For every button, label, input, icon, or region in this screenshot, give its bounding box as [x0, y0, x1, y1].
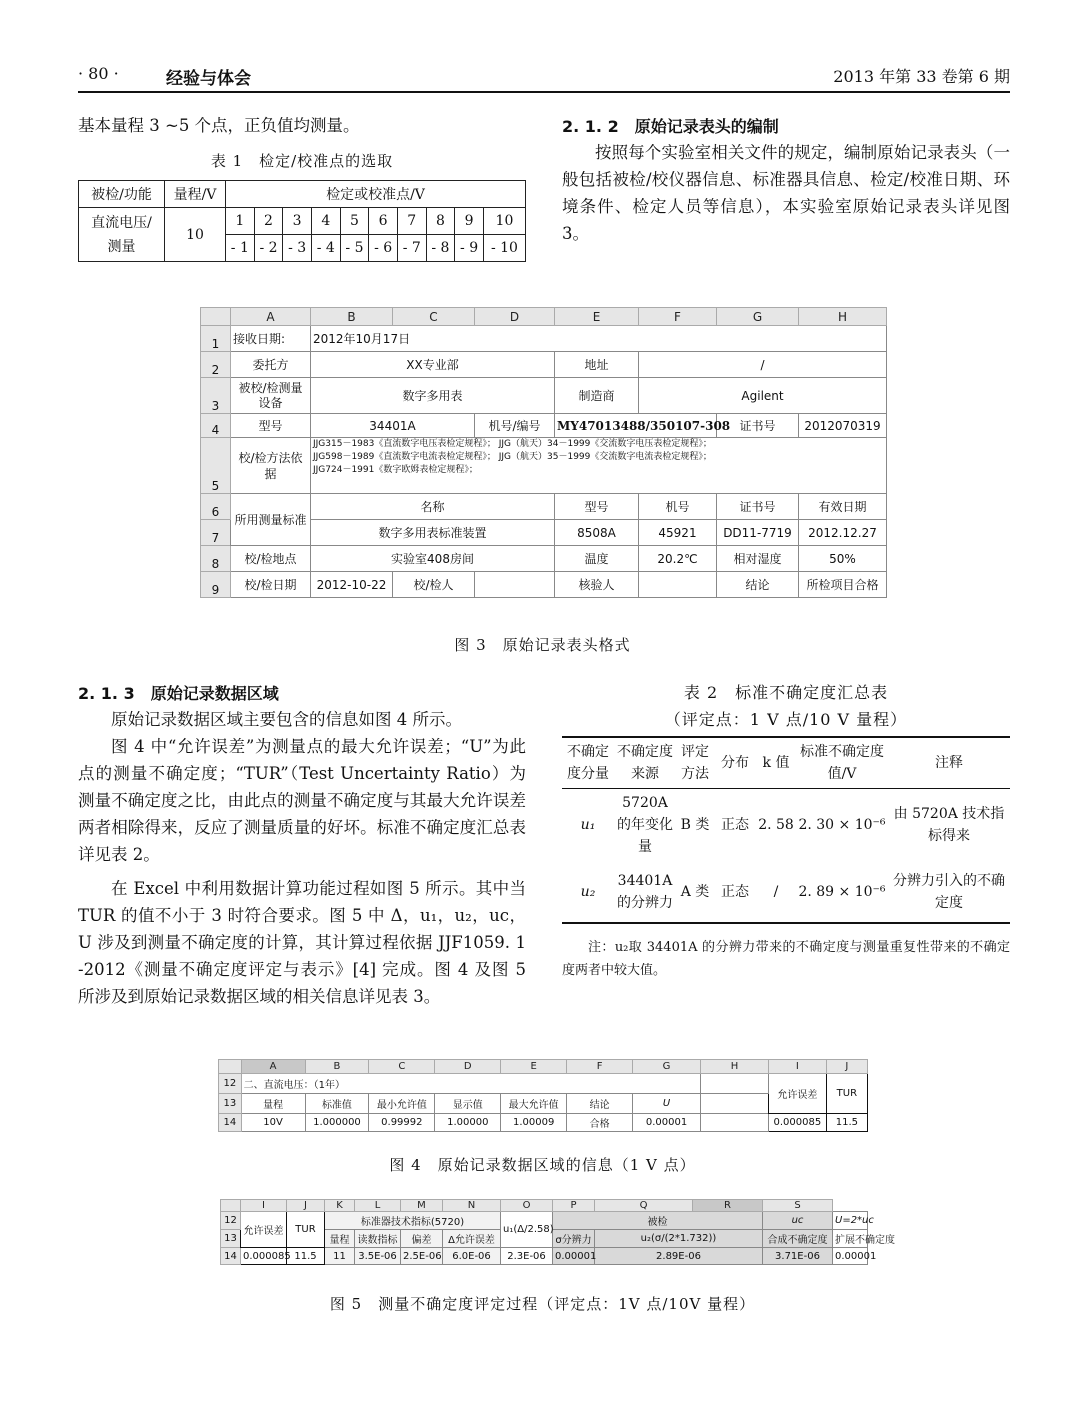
table2-cell: 正态: [721, 817, 749, 833]
column-header: I: [769, 1060, 827, 1074]
cell-value: 0.00001: [833, 1248, 868, 1265]
column-header: E: [501, 1060, 567, 1074]
table2-cell: 正态: [714, 861, 756, 923]
table1-header: 量程/V: [165, 181, 226, 208]
basis-line: JJG315－1983《直流数字电压表检定规程》； JJG（航天）34－1999《交流数字电压表检定规程》；: [313, 439, 712, 449]
cell-label: 允许误差: [241, 1212, 287, 1248]
column-header: S: [763, 1200, 833, 1212]
section-2-1-3-title: 2. 1. 3 原始记录数据区域: [78, 684, 279, 703]
cell-label: 偏差: [401, 1230, 443, 1248]
row-header: 14: [221, 1248, 241, 1265]
row-header: 13: [221, 1230, 241, 1248]
column-header: H: [701, 1060, 769, 1074]
column-header: B: [311, 308, 393, 326]
column-header: G: [717, 308, 799, 326]
table1-cell: - 2: [254, 235, 283, 262]
row-header: 1: [201, 326, 231, 352]
figure3-spreadsheet: [200, 307, 887, 598]
table2-cell: B 类: [680, 817, 710, 833]
figure5-spreadsheet: [220, 1199, 895, 1265]
page-number: · 80 ·: [78, 64, 119, 83]
table2-header: 不确定度分量: [562, 737, 614, 789]
cell-value: 8508A: [555, 520, 639, 546]
row-header: 5: [201, 438, 231, 494]
section-2-1-3-p3: 在 Excel 中利用数据计算功能过程如图 5 所示。其中当 TUR 的值不小于 3 时符合要求。图 5 中 Δ，u₁，u₂，uc，U 涉及到测量不确定度的计算，其计算过程依据 JJF1059. 1 -2012《测量不确定度评定与表示》[4] 完成。图 4 及图 5 所涉及到原始记录数据区域的相关信息详见表 3。: [78, 879, 526, 1006]
table2-header: k 值: [756, 737, 796, 789]
table1-cell: 9: [455, 208, 484, 235]
cell-value: 3.5E-06: [355, 1248, 401, 1265]
table2-header: 注释: [888, 737, 1010, 789]
column-header: C: [369, 1060, 435, 1074]
table2-caption: 表 2 标准不确定度汇总表: [683, 683, 889, 702]
cell-label: 温度: [555, 546, 639, 572]
section-2-1-2-body: 按照每个实验室相关文件的规定，编制原始记录表头（一般包括被检/校仪器信息、标准器具信息、检定/校准日期、环境条件、检定人员等信息），本实验室原始记录表头详见图 3。: [562, 143, 1010, 243]
cell-value: 0.00001: [633, 1114, 701, 1132]
column-header: M: [401, 1200, 443, 1212]
cell-value: 2012.12.27: [799, 520, 887, 546]
section-2-1-2-title: 2. 1. 2 原始记录表头的编制: [562, 117, 779, 136]
cell-value: 45921: [639, 520, 717, 546]
table1-cell: - 3: [283, 235, 312, 262]
row-header: 9: [201, 572, 231, 598]
cell-value: 50%: [799, 546, 887, 572]
journal-section: 经验与体会: [166, 69, 251, 89]
row-header: 7: [201, 520, 231, 546]
corner-cell: [221, 1200, 241, 1212]
cell-value: 1.00009: [501, 1114, 567, 1132]
cell-label: u₁(Δ/2.58): [501, 1212, 553, 1248]
figure3-caption: 图 3 原始记录表头格式: [454, 636, 631, 654]
cell-label: 名称: [311, 494, 555, 520]
cell-label: TUR: [826, 1074, 867, 1114]
table1-cell: 6: [369, 208, 398, 235]
section-2-1-3-p2: 图 4 中“允许误差”为测量点的最大允许误差；“U”为此点的测量不确定度；“TUR”（Test Uncertainty Ratio）为测量不确定度之比，由此点的测量不确定度与其最大允许误差两者相除得来，反应了测量质量的好坏。标准不确定度汇总表详见表 2。: [78, 737, 526, 864]
row-header: 13: [219, 1094, 242, 1114]
column-header: R: [693, 1200, 763, 1212]
cell-value: 0.000085: [769, 1114, 827, 1132]
column-header: E: [555, 308, 639, 326]
cell-value: 10V: [241, 1114, 305, 1132]
table1-cell: 5: [340, 208, 369, 235]
table2-cell: u₂: [562, 861, 614, 923]
cell-value: 0.000085: [241, 1248, 287, 1265]
cell-empty: [701, 1094, 769, 1114]
row-header: 3: [201, 378, 231, 414]
cell-title: 二、直流电压：（1年）: [241, 1074, 435, 1094]
cell-value: MY47013488/350107-308: [555, 414, 717, 438]
cell-value: 0.00001: [553, 1248, 595, 1265]
corner-cell: [219, 1060, 242, 1074]
cell-value: 3.71E-06: [763, 1248, 833, 1265]
row-header: 12: [221, 1212, 241, 1230]
cell-label: 允许误差: [769, 1074, 827, 1114]
row-header: 4: [201, 414, 231, 438]
column-header: A: [241, 1060, 305, 1074]
table2-cell: 34401A 的分辨力: [614, 861, 676, 923]
figure4-caption: 图 4 原始记录数据区域的信息（1 V 点）: [389, 1156, 696, 1174]
table2-cell: 分辨力引入的不确定度: [888, 861, 1010, 923]
cell-value: DD11-7719: [717, 520, 799, 546]
cell-empty: [435, 1074, 701, 1094]
table1-cell: 7: [397, 208, 426, 235]
cell-value: 2012年10月17日: [311, 326, 887, 352]
column-header: Q: [595, 1200, 693, 1212]
table2-cell: A 类: [676, 861, 714, 923]
column-header: J: [287, 1200, 325, 1212]
cell-value: Agilent: [639, 378, 887, 414]
cell-value: 2.89E-06: [595, 1248, 763, 1265]
cell-label: 制造商: [555, 378, 639, 414]
cell-label: 显示值: [435, 1094, 501, 1114]
cell-value: 1.00000: [435, 1114, 501, 1132]
basis-line: JJG598－1989《直流数字电流表检定规程》； JJG（航天）35－1999《交流数字电流表检定规程》；: [313, 452, 712, 462]
cell-value: [311, 438, 887, 494]
column-header: P: [553, 1200, 595, 1212]
table2-cell: 2. 58: [758, 817, 794, 833]
left-top-text: 基本量程 3 ~5 个点，正负值均测量。: [78, 116, 360, 135]
cell-label: 所用测量标准: [231, 494, 311, 546]
column-header: K: [325, 1200, 355, 1212]
table2: [562, 736, 1010, 924]
cell-label: 型号: [555, 494, 639, 520]
cell-label: 核验人: [555, 572, 639, 598]
cell-label: 读数指标: [355, 1230, 401, 1248]
table1-cell: - 4: [311, 235, 340, 262]
figure5-caption: 图 5 测量不确定度评定过程（评定点：1V 点/10V 量程）: [329, 1295, 756, 1313]
cell-label: 校/检人: [393, 572, 475, 598]
table1-cell: 3: [283, 208, 312, 235]
cell-value: 2.3E-06: [501, 1248, 553, 1265]
table1-cell: - 9: [455, 235, 484, 262]
table1: [78, 180, 526, 262]
column-header: G: [633, 1060, 701, 1074]
table1-cell: 10: [483, 208, 525, 235]
cell-label: uc: [763, 1212, 833, 1230]
header-rule: [78, 91, 1010, 93]
cell-value: 所检项目合格: [799, 572, 887, 598]
cell-label: σ分辨力: [553, 1230, 595, 1248]
cell-label: 机号: [639, 494, 717, 520]
table2-cell: 2. 30 × 10⁻⁶: [798, 817, 886, 833]
column-header: J: [826, 1060, 867, 1074]
column-header: O: [501, 1200, 553, 1212]
column-header: I: [241, 1200, 287, 1212]
cell-label: 证书号: [717, 494, 799, 520]
row-header: 14: [219, 1114, 242, 1132]
table2-subcaption: （评定点：1 V 点/10 V 量程）: [664, 710, 908, 729]
issue-info: 2013 年第 33 卷第 6 期: [833, 67, 1010, 86]
table1-cell: 1: [226, 208, 255, 235]
column-header: C: [393, 308, 475, 326]
cell-label: 结论: [717, 572, 799, 598]
table2-cell: 2. 89 × 10⁻⁶: [796, 861, 888, 923]
cell-label: 有效日期: [799, 494, 887, 520]
column-header: A: [231, 308, 311, 326]
section-2-1-3-p1: 原始记录数据区域主要包含的信息如图 4 所示。: [111, 710, 462, 729]
table1-cell: 8: [426, 208, 455, 235]
table2-header: 标准不确定度值/V: [796, 737, 888, 789]
cell-value: 6.0E-06: [443, 1248, 501, 1265]
table1-header: 被检/功能: [79, 181, 165, 208]
cell-value: 2012070319: [799, 414, 887, 438]
cell-label: 接收日期:: [231, 326, 311, 352]
table1-cell: - 8: [426, 235, 455, 262]
cell-label: 机号/编号: [475, 414, 555, 438]
cell-label: U=2*uc: [833, 1212, 868, 1230]
table2-header: 不确定度来源: [614, 737, 676, 789]
cell-label: 相对湿度: [717, 546, 799, 572]
column-header: L: [355, 1200, 401, 1212]
table2-cell: 5720A 的年变化量: [617, 795, 673, 855]
column-header: N: [443, 1200, 501, 1212]
column-header: D: [435, 1060, 501, 1074]
cell-label: U: [633, 1094, 701, 1114]
table1-cell: - 1: [226, 235, 255, 262]
cell-label: 结论: [567, 1094, 633, 1114]
table2-note: 注：u₂取 34401A 的分辨力带来的不确定度与测量重复性带来的不确定度两者中较大值。: [562, 940, 1010, 978]
figure4-spreadsheet: [218, 1059, 868, 1132]
table1-cell: - 5: [340, 235, 369, 262]
cell-label: 被校/检测量设备: [231, 378, 311, 414]
table1-row-label: 直流电压/测量: [79, 208, 165, 262]
cell-value: 实验室408房间: [311, 546, 555, 572]
table1-header: 检定或校准点/V: [226, 181, 526, 208]
table1-cell: 2: [254, 208, 283, 235]
cell-label: 委托方: [231, 352, 311, 378]
cell-label: 被检: [553, 1212, 763, 1230]
cell-value: 11: [325, 1248, 355, 1265]
running-header: [78, 64, 1010, 90]
row-header: 2: [201, 352, 231, 378]
cell-label: 校/检地点: [231, 546, 311, 572]
cell-value: 34401A: [311, 414, 475, 438]
column-header: B: [305, 1060, 369, 1074]
column-header: F: [567, 1060, 633, 1074]
cell-label: 扩展不确定度: [833, 1230, 868, 1248]
cell-label: 最大允许值: [501, 1094, 567, 1114]
cell-label: 校/检日期: [231, 572, 311, 598]
cell-label: Δ允许误差: [443, 1230, 501, 1248]
cell-value: 20.2℃: [639, 546, 717, 572]
table1-cell: - 7: [397, 235, 426, 262]
cell-label: TUR: [287, 1212, 325, 1248]
row-header: 6: [201, 494, 231, 520]
cell-value: 数字多用表: [311, 378, 555, 414]
cell-label: 地址: [555, 352, 639, 378]
cell-label: 量程: [325, 1230, 355, 1248]
row-header: 8: [201, 546, 231, 572]
row-header: 12: [219, 1074, 242, 1094]
cell-value: 11.5: [826, 1114, 867, 1132]
cell-label: 最小允许值: [369, 1094, 435, 1114]
table1-cell: - 6: [369, 235, 398, 262]
cell-label: 合成不确定度: [763, 1230, 833, 1248]
table1-cell: - 10: [483, 235, 525, 262]
column-header: H: [799, 308, 887, 326]
cell-value: [639, 572, 717, 598]
cell-label: 证书号: [717, 414, 799, 438]
table2-cell: /: [756, 861, 796, 923]
cell-empty: [701, 1114, 769, 1132]
cell-label: u₂(σ/(2*1.732)): [595, 1230, 763, 1248]
cell-label: 标准器技术指标(5720): [325, 1212, 501, 1230]
cell-value: XX专业部: [311, 352, 555, 378]
table2-cell: 由 5720A 技术指标得来: [893, 806, 1005, 844]
cell-value: /: [639, 352, 887, 378]
cell-value: 合格: [567, 1114, 633, 1132]
cell-label: 校/检方法依据: [231, 438, 311, 494]
table1-caption: 表 1 检定/校准点的选取: [210, 152, 394, 170]
cell-value: 0.99992: [369, 1114, 435, 1132]
basis-line: JJG724－1991《数字欧姆表检定规程》；: [313, 465, 478, 475]
table2-header: 分布: [714, 737, 756, 789]
cell-value: 2012-10-22: [311, 572, 393, 598]
cell-value: 数字多用表标准装置: [311, 520, 555, 546]
cell-value: 11.5: [287, 1248, 325, 1265]
table1-cell: 4: [311, 208, 340, 235]
column-header: D: [475, 308, 555, 326]
table1-range: 10: [165, 208, 226, 262]
cell-empty: [701, 1074, 769, 1094]
cell-value: 2.5E-06: [401, 1248, 443, 1265]
corner-cell: [201, 308, 231, 326]
cell-value: 1.000000: [305, 1114, 369, 1132]
table2-header: 评定方法: [676, 737, 714, 789]
cell-label: 型号: [231, 414, 311, 438]
table2-cell: u₁: [580, 817, 596, 833]
column-header: F: [639, 308, 717, 326]
cell-value: [475, 572, 555, 598]
cell-label: 标准值: [305, 1094, 369, 1114]
cell-label: 量程: [241, 1094, 305, 1114]
